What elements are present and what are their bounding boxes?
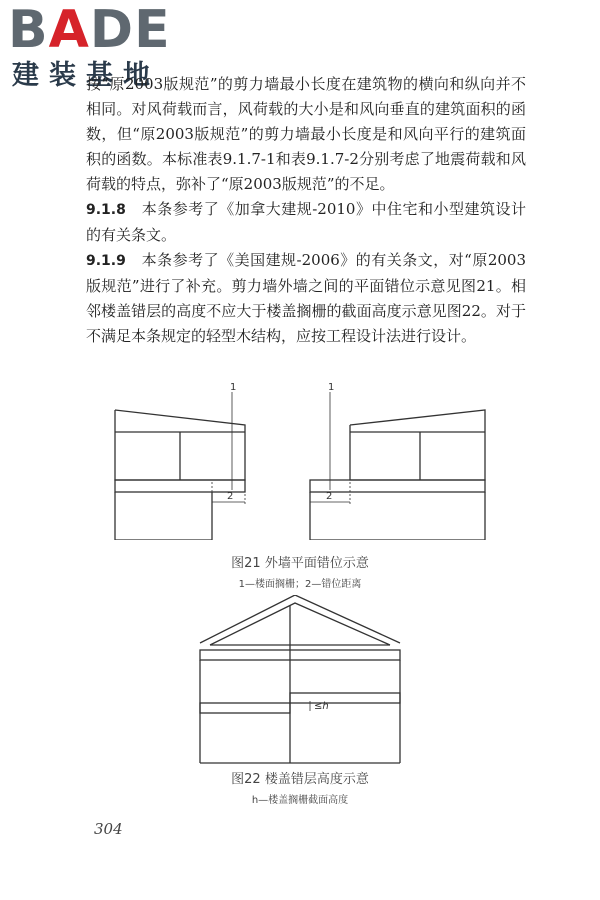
right-mid-joist-band <box>290 693 400 703</box>
body-text <box>86 72 526 349</box>
right-joist-band <box>310 480 485 492</box>
figure-22-caption: 图22 楼盖错层高度示意 <box>231 772 369 787</box>
upper-joist-band <box>200 650 400 660</box>
fig21-left-label-1: 1 <box>230 382 237 393</box>
fig21-right-label-1: 1 <box>328 382 335 393</box>
logo-wordmark <box>8 0 188 60</box>
fig21-left-label-2: 2 <box>227 491 234 502</box>
figure-21-subcaption: 1—楼面搁栅；2—错位距离 <box>238 579 362 590</box>
paragraph-3 <box>86 248 526 349</box>
left-lower-outline <box>115 492 212 540</box>
figure-21-caption: 图21 外墙平面错位示意 <box>231 556 369 571</box>
section-number-918: 9.1.8 <box>86 202 126 218</box>
fig21-right-label-2: 2 <box>326 491 333 502</box>
figure-21-diagram <box>100 380 500 540</box>
logo-tagline: 建装基地 <box>12 60 160 91</box>
paragraph-2-text: 本条参考了《加拿大建规-2010》中住宅和小型建筑设计的有关条文。 <box>86 200 526 244</box>
page-number: 304 <box>94 820 123 838</box>
left-mid-joist-band <box>200 703 290 713</box>
paragraph-1: 按“原2003版规范”的剪力墙最小长度在建筑物的横向和纵向并不相同。对风荷载而言，风荷载的大小是和风向垂直的建筑面积的函数，但“原2003版规范”的剪力墙最小长度是和风向平行的建筑面积的函数。本标准表9.1.7-1和表9.1.7-2分别考虑了地震荷载和风荷载的特点，弥补了“原2003版规范”的不足。 <box>86 75 526 193</box>
figure-22-subcaption: h—楼盖搁栅截面高度 <box>251 795 349 806</box>
right-lower-outline <box>310 492 485 540</box>
paragraph-3-text: 本条参考了《美国建规-2006》的有关条文，对“原2003版规范”进行了补充。剪力墙外墙之间的平面错位示意见图21。相邻楼盖错层的高度不应大于楼盖搁栅的截面高度示意见图22。对于不满足本条规定的轻型木结构，应按工程设计法进行设计。 <box>86 251 526 345</box>
left-joist-band <box>115 480 245 492</box>
paragraph-2 <box>86 197 526 248</box>
logo-brand-text: BADE <box>8 0 171 60</box>
fig22-label-h: ≤h <box>314 701 329 712</box>
right-roof-upper-outline <box>350 410 485 480</box>
figure-22-diagram <box>190 595 410 765</box>
section-number-919: 9.1.9 <box>86 253 126 269</box>
